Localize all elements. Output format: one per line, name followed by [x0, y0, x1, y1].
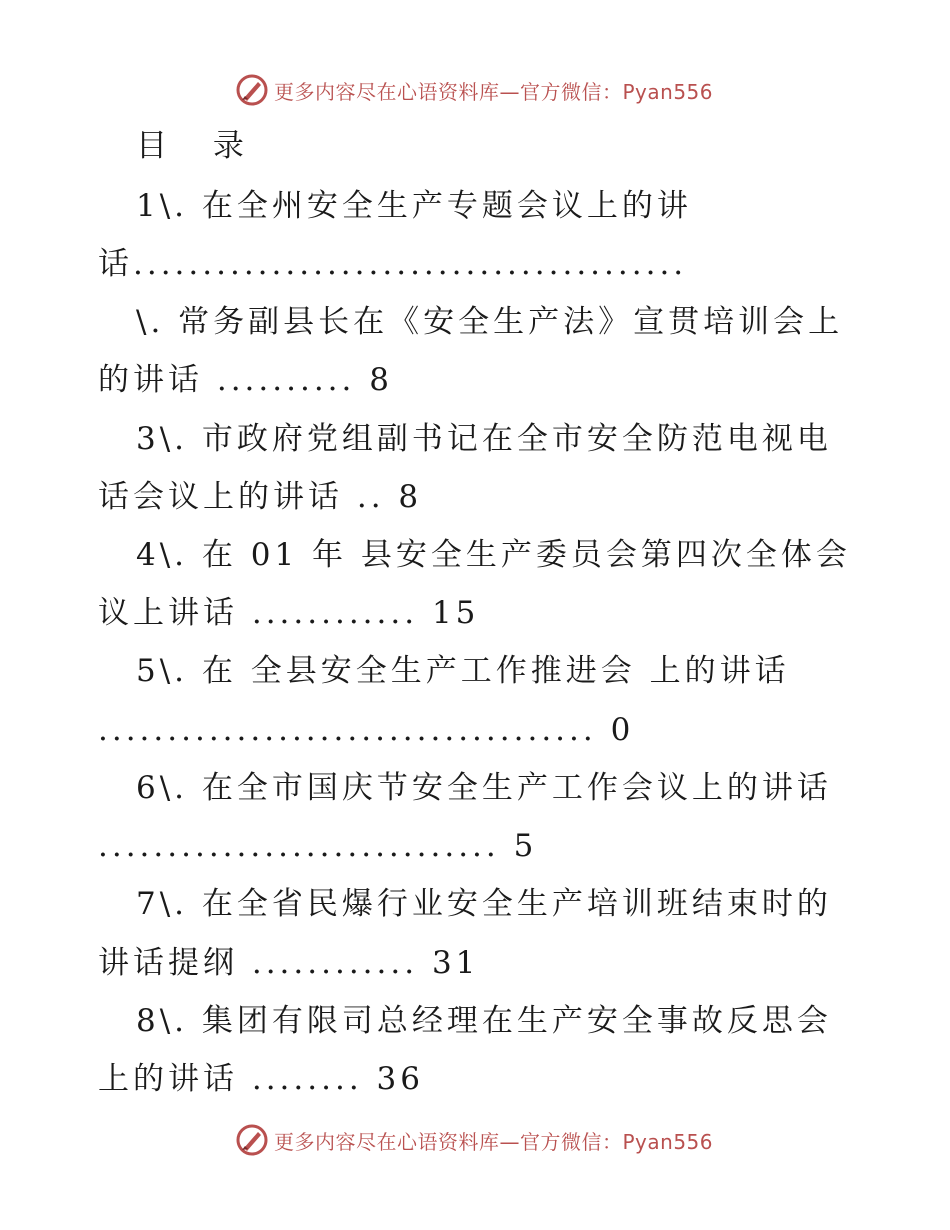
toc-entry-2-cont[interactable]: 的讲话 .......... 8 [98, 362, 393, 398]
footer-watermark-text: 更多内容尽在心语资料库—官方微信：Pyan556 [274, 1129, 714, 1154]
header-watermark-banner [236, 73, 713, 107]
toc-entry-4[interactable]: 4\. 在 01 年 县安全生产委员会第四次全体会 [136, 537, 851, 573]
pen-logo-icon [236, 1124, 268, 1156]
toc-entry-5[interactable]: 5\. 在 全县安全生产工作推进会 上的讲话 [136, 653, 790, 689]
toc-entry-6-cont[interactable]: ............................. 5 [98, 828, 538, 864]
footer-watermark-banner [236, 1123, 713, 1157]
toc-entry-3-cont[interactable]: 话会议上的讲话 .. 8 [98, 479, 423, 515]
toc-entry-6[interactable]: 6\. 在全市国庆节安全生产工作会议上的讲话 [136, 770, 832, 806]
header-watermark-text: 更多内容尽在心语资料库—官方微信：Pyan556 [274, 79, 714, 104]
toc-entry-2[interactable]: \. 常务副县长在《安全生产法》宣贯培训会上 [136, 304, 844, 340]
toc-entry-7-cont[interactable]: 讲话提纲 ............ 31 [98, 945, 480, 981]
toc-heading: 目 录 [136, 128, 262, 164]
toc-entry-3[interactable]: 3\. 市政府党组副书记在全市安全防范电视电 [136, 421, 832, 457]
toc-entry-8[interactable]: 8\. 集团有限司总经理在生产安全事故反思会 [136, 1003, 832, 1039]
toc-entry-1-cont[interactable]: 话........................................ [98, 246, 688, 282]
toc-entry-4-cont[interactable]: 议上讲话 ............ 15 [98, 595, 480, 631]
pen-logo-icon [236, 74, 268, 106]
toc-entry-5-cont[interactable]: .................................... 0 [98, 712, 635, 748]
toc-entry-7[interactable]: 7\. 在全省民爆行业安全生产培训班结束时的 [136, 886, 832, 922]
toc-entry-8-cont[interactable]: 上的讲话 ........ 36 [98, 1061, 424, 1097]
toc-entry-1[interactable]: 1\. 在全州安全生产专题会议上的讲 [136, 188, 692, 224]
